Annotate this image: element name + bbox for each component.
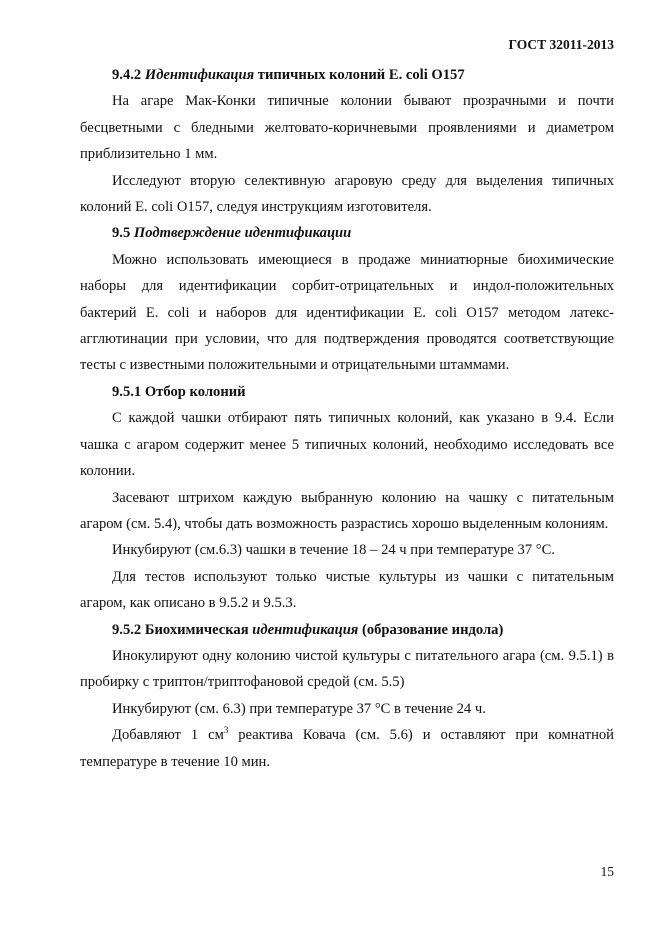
text-run: Добавляют 1 см bbox=[112, 727, 224, 744]
section-heading-9-5-1: 9.5.1 Отбор колоний bbox=[112, 383, 246, 400]
section-heading-9-5-2 bbox=[80, 617, 614, 643]
section-heading-9-4-2 bbox=[80, 62, 614, 88]
heading-number: 9.5.2 Биохимическая bbox=[112, 621, 253, 638]
heading-rest: типичных колоний E. coli O157 bbox=[254, 67, 465, 83]
heading-italic-part: Подтверждение идентификации bbox=[133, 225, 352, 242]
paragraph: Можно использовать имеющиеся в продаже миниатюрные биохимические наборы для идентификации сорбит-отрицательных и индол-положительных бактерий E. coli и наборов для идентификации E. coli O157 методом латекс-агглютинации при условии, что для подтверждения проводятся соответствующие тесты с известными положительными и отрицательными штаммами. bbox=[80, 251, 614, 374]
paragraph: Для тестов используют только чистые культуры из чашки с питательным агаром, как описано в 9.5.2 и 9.5.3. bbox=[80, 568, 614, 612]
paragraph: Инкубируют (см. 6.3) при температуре 37 °С в течение 24 ч. bbox=[112, 700, 486, 717]
paragraph: На агаре Мак-Конки типичные колонии бывают прозрачными и почти бесцветными с бледными желтовато-коричневыми проявлениями и диаметром приблизительно 1 мм. bbox=[80, 93, 614, 163]
paragraph: Инокулируют одну колонию чистой культуры с питательного агара (см. 9.5.1) в пробирку с триптон/триптофановой средой (см. 5.5) bbox=[80, 647, 614, 691]
text-run: реактива Ковача (см. 5.6) и оставляют при комнатной температуре в течение 10 мин. bbox=[80, 727, 614, 770]
section-heading-9-5 bbox=[80, 220, 614, 246]
paragraph: Засевают штрихом каждую выбранную колонию на чашку с питательным агаром (см. 5.4), чтобы дать возможность разрастись хорошо выделенным колониям. bbox=[80, 489, 614, 532]
heading-number: 9.4.2 bbox=[112, 67, 145, 83]
paragraph: С каждой чашки отбирают пять типичных колоний, как указано в 9.4. Если чашка с агаром содержит менее 5 типичных колоний, необходимо исследовать все колонии. bbox=[80, 410, 614, 480]
paragraph: Инкубируют (см.6.3) чашки в течение 18 – 24 ч при температуре 37 °С. bbox=[112, 542, 555, 559]
heading-number: 9.5 bbox=[112, 225, 134, 242]
heading-rest: (образование индола) bbox=[358, 621, 504, 638]
paragraph: Исследуют вторую селективную агаровую среду для выделения типичных колоний E. coli O157, следуя инструкциям изготовителя. bbox=[80, 172, 614, 216]
superscript: 3 bbox=[223, 725, 229, 736]
page-number: 15 bbox=[600, 864, 614, 879]
document-id-header: ГОСТ 32011-2013 bbox=[508, 37, 614, 52]
heading-italic-part: идентификация bbox=[252, 621, 359, 638]
document-body bbox=[80, 62, 614, 775]
heading-italic-part: Идентификация bbox=[144, 67, 255, 83]
paragraph bbox=[80, 722, 614, 775]
